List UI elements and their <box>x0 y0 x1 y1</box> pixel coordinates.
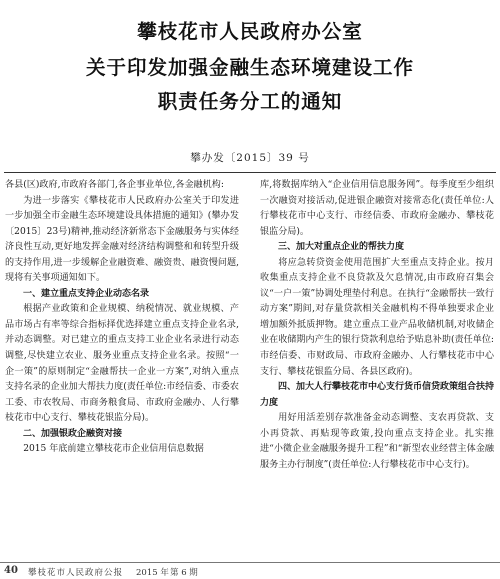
section-1-body: 根据产业政策和企业规模、纳税情况、就业规模、产品市场占有率等综合指标择优选择建立重点支持企业名录,并动态调整。对已建立的重点支持工业企业名录进行动态调整,尽快建立农业、服务业重点支持企业名录。按照“一企一策”的原则制定“金融帮扶一企业一方案”,对纳入重点支持名录的企业加大帮扶力度(责任单位:市经信委、市委农工委、市农牧局、市商务粮食局、市政府金融办、人行攀枝花市中心支行、攀枝花银监分局)。 <box>5 304 239 424</box>
title-line-1: 攀枝花市人民政府办公室 <box>137 20 363 43</box>
salutation: 各县(区)政府,市政府各部门,各企事业单位,各金融机构: <box>5 180 224 190</box>
header-divider <box>4 172 496 173</box>
publication-name: 攀枝花市人民政府公报 <box>28 568 124 578</box>
section-heading-2: 二、加强银政企融资对接 <box>23 428 123 439</box>
section-4-body: 用好用活差别存款准备金动态调整、支农再贷款、支小再贷款、再贴现等政策,投向重点支持企业。扎实推进“小微企业金融服务提升工程”和“新型农业经营主体金融服务主办行制度”(责任单位:人行攀枝花市中心支行)。 <box>260 413 494 470</box>
section-heading-1: 一、建立重点支持企业动态名录 <box>23 288 150 299</box>
section-heading-3: 三、加大对重点企业的帮扶力度 <box>278 242 405 253</box>
page-footer <box>0 562 500 579</box>
section-heading-4: 四、加大人行攀枝花市中心支行货币信贷政策组合扶持力度 <box>260 382 494 408</box>
right-column <box>260 178 494 553</box>
issue-number: 第 6 期 <box>170 568 198 578</box>
publication-year: 2015 年 <box>136 568 169 578</box>
section-3-body: 将应急转贷资金使用范围扩大至重点支持企业。按月收集重点支持企业不良贷款及欠息情况,由市政府召集会议“一户一策”协调处理垫付利息。在执行“金融帮扶一致行动方案”期间,对存量贷款相关金融机构不得单独要求企业增加额外抵质押物。建立重点工业产品收储机制,对收储企业在收储期内产生的银行贷款利息给予贴息补助(责任单位:市经信委、市财政局、市政府金融办、人行攀枝花市中心支行、攀枝花银监分局、各县区政府)。 <box>260 257 494 377</box>
intro-paragraph: 为进一步落实《攀枝花市人民政府办公室关于印发进一步加强全市金融生态环境建设具体措施的通知》(攀办发〔2015〕23号)精神,推动经济新常态下金融服务与实体经济良性互动,更好地发挥金融对经济结构调整和和转型升级的支持作用,进一步缓解企业融资难、融资贵、融资慢问题,现将有关事项通知如下。 <box>5 195 239 284</box>
title-line-2: 关于印发加强金融生态环境建设工作 <box>85 56 414 79</box>
section-2-body-start: 2015 年底前建立攀枝花市企业信用信息数据 <box>23 444 204 455</box>
document-number: 攀办发〔2015〕39 号 <box>190 152 310 164</box>
section-2-body-cont: 库,将数据库纳入“企业信用信息服务网”。每季度至少组织一次融资对接活动,促进银企融资对接常态化(责任单位:人行攀枝花市中心支行、市经信委、市政府金融办、攀枝花银监分局)。 <box>260 180 494 237</box>
page-number: 40 <box>4 565 18 576</box>
left-column <box>5 178 239 553</box>
title-line-3: 职责任务分工的通知 <box>157 90 343 113</box>
